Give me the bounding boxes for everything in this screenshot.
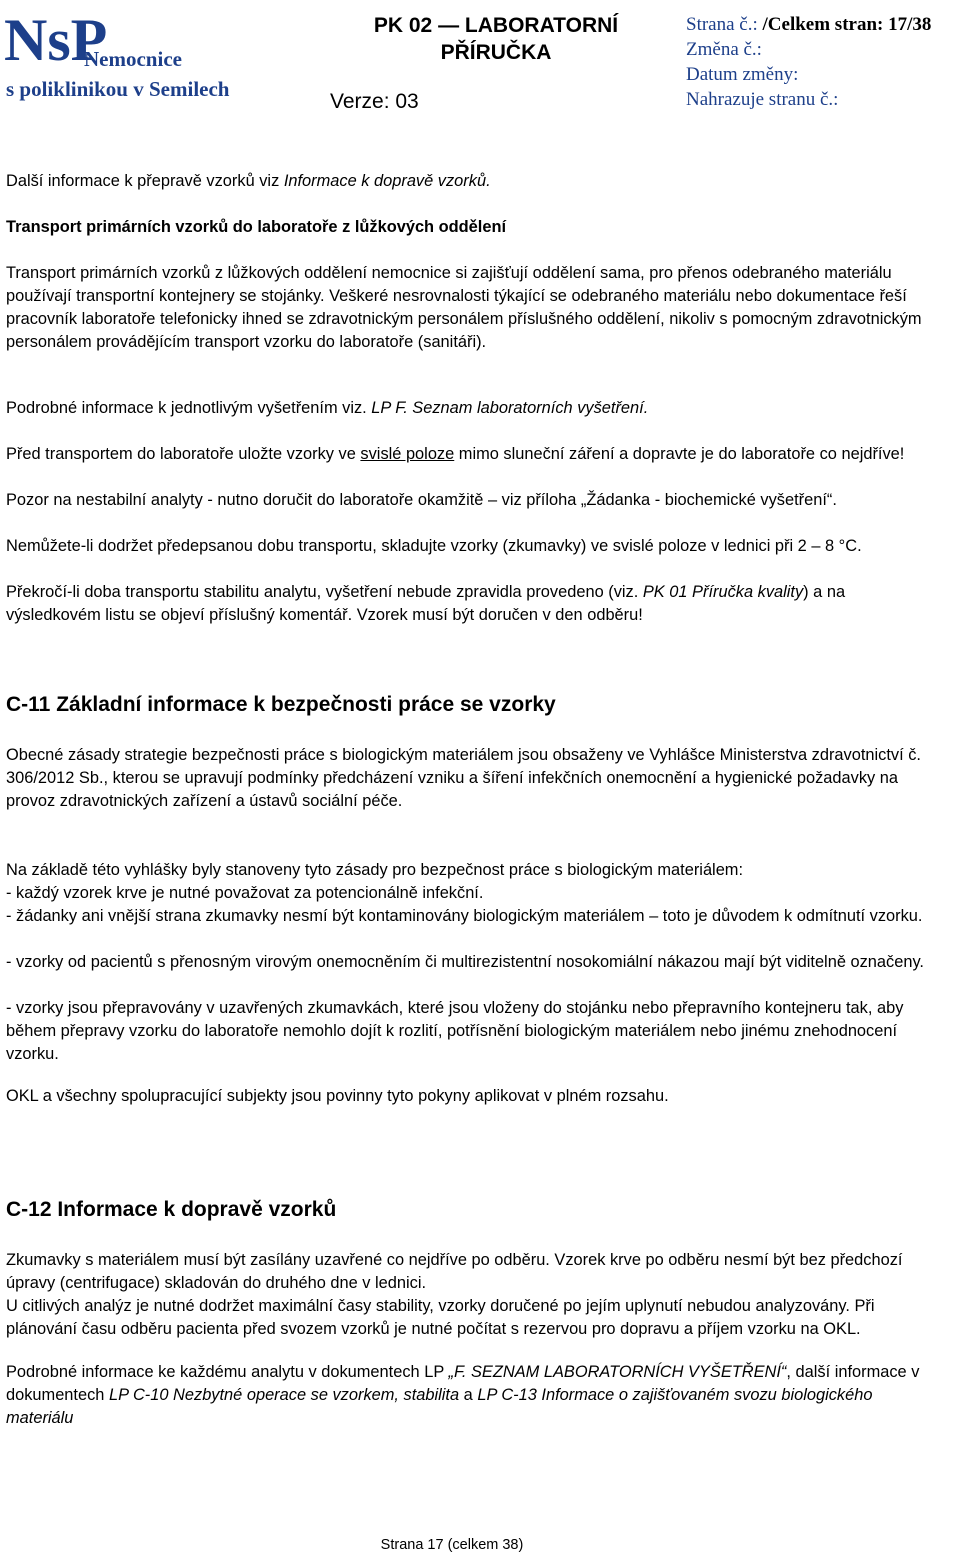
paragraph-stability: Překročí-li doba transportu stabilitu analytu, vyšetření nebude zpravidla provedeno (viz. PK 01 Příručka kvality) a na výsledkovém listu se objeví příslušný komentář. Vzorek musí být doručen v den odběru! xyxy=(6,583,846,624)
hospital-name-line1: Nemocnice xyxy=(84,47,182,71)
section-heading-c11: C-11 Základní informace k bezpečnosti práce se vzorky xyxy=(6,693,556,716)
paragraph-transport-info: Další informace k přepravě vzorků viz Informace k dopravě vzorků. xyxy=(6,172,491,190)
hospital-logo xyxy=(4,4,108,73)
header-meta xyxy=(686,12,931,112)
paragraph-c11-rules: Na základě této vyhlášky byly stanoveny tyto zásady pro bezpečnost práce s biologickým materiálem: xyxy=(6,861,744,879)
page-number-label: Strana č.: xyxy=(686,14,758,35)
total-pages-label: /Celkem stran: 17/38 xyxy=(757,14,932,35)
version-label: Verze: 03 xyxy=(330,90,419,113)
subheading-transport: Transport primárních vzorků do laboratoře z lůžkových oddělení xyxy=(6,218,507,236)
replaces-page-label: Nahrazuje stranu č.: xyxy=(686,89,839,110)
svg-text:NsP: NsP xyxy=(4,7,108,73)
paragraph-unstable-analytes: Pozor na nestabilní analyty - nutno doručit do laboratoře okamžitě – viz příloha „Žádanka - biochemické vyšetření“. xyxy=(6,491,837,509)
list-item: - žádanky ani vnější strana zkumavky nesmí být kontaminovány biologickým materiálem – toto je důvodem k odmítnutí vzorku. xyxy=(6,907,923,925)
paragraph-storage: Nemůžete-li dodržet předepsanou dobu transportu, skladujte vzorky (zkumavky) ve svislé poloze v lednici při 2 – 8 °C. xyxy=(6,537,862,555)
paragraph-c12-details: Podrobné informace ke každému analytu v dokumentech LP „F. SEZNAM LABORATORNÍCH VYŠETŘENÍ“, další informace v dokumentech LP C-10 Nezbytné operace se vzorkem, stabilita a LP C-13 Informace o zajišťovaném svozu biologického materiálu xyxy=(6,1363,920,1427)
change-date-label: Datum změny: xyxy=(686,64,799,85)
hospital-name-line2: s poliklinikou v Semilech xyxy=(6,77,230,101)
document-title: PK 02 — LABORATORNÍ PŘÍRUČKA xyxy=(373,14,619,64)
change-number-label: Změna č.: xyxy=(686,39,762,60)
list-item: - vzorky od pacientů s přenosným virovým onemocněním či multirezistentní nosokomiální nákazou mají být viditelně označeny. xyxy=(6,953,924,971)
paragraph-details: Podrobné informace k jednotlivým vyšetřením viz. LP F. Seznam laboratorních vyšetření. xyxy=(6,399,649,417)
paragraph-c12-stability: U citlivých analýz je nutné dodržet maximální časy stability, vzorky doručené po jejím uplynutí nebudou analyzovány. Při plánování času odběru pacienta před svozem vzorků je nutné počítat s rezervou pro dopravu a příjem vzorku na OKL. xyxy=(6,1297,875,1338)
paragraph-before-transport: Před transportem do laboratoře uložte vzorky ve svislé poloze mimo sluneční záření a dopravte je do laboratoře co nejdříve! xyxy=(6,445,905,463)
page-footer: Strana 17 (celkem 38) xyxy=(380,1537,524,1553)
section-heading-c12: C-12 Informace k dopravě vzorků xyxy=(6,1198,337,1221)
paragraph-transport: Transport primárních vzorků z lůžkových oddělení nemocnice si zajišťují oddělení sama, pro přenos odebraného materiálu používají transportní kontejnery se stojánky. Veškeré nesrovnalosti týkající se odebraného materiálu nebo dokumentace řeší pracovník laboratoře telefonicky ihned se zdravotnickým personálem příslušného oddělení, nikoliv s pomocným zdravotnickým personálem provádějícím transport vzorku do laboratoře (sanitáři). xyxy=(6,264,922,351)
paragraph-c12-tubes: Zkumavky s materiálem musí být zasílány uzavřené co nejdříve po odběru. Vzorek krve po odběru nesmí být bez předchozí úpravy (centrifugace) skladován do druhého dne v lednici. xyxy=(6,1251,903,1292)
list-item: - vzorky jsou přepravovány v uzavřených zkumavkách, které jsou vloženy do stojánku nebo přepravního kontejneru tak, aby během přepravy vzorku do laboratoře nemohlo dojít k rozlití, potřísnění biologickým materiálem nebo jinému znehodnocení vzorku. xyxy=(6,999,904,1063)
paragraph-okl: OKL a všechny spolupracující subjekty jsou povinny tyto pokyny aplikovat v plném rozsahu. xyxy=(6,1087,669,1105)
paragraph-c11-intro: Obecné zásady strategie bezpečnosti práce s biologickým materiálem jsou obsaženy ve Vyhlášce Ministerstva zdravotnictví č. 306/2012 Sb., kterou se upravují podmínky předcházení vzniku a šíření infekčních onemocnění a hygienické požadavky na provoz zdravotnických zařízení a ústavů sociální péče. xyxy=(6,746,921,810)
list-item: - každý vzorek krve je nutné považovat za potencionálně infekční. xyxy=(6,884,484,902)
page-header xyxy=(0,0,960,125)
